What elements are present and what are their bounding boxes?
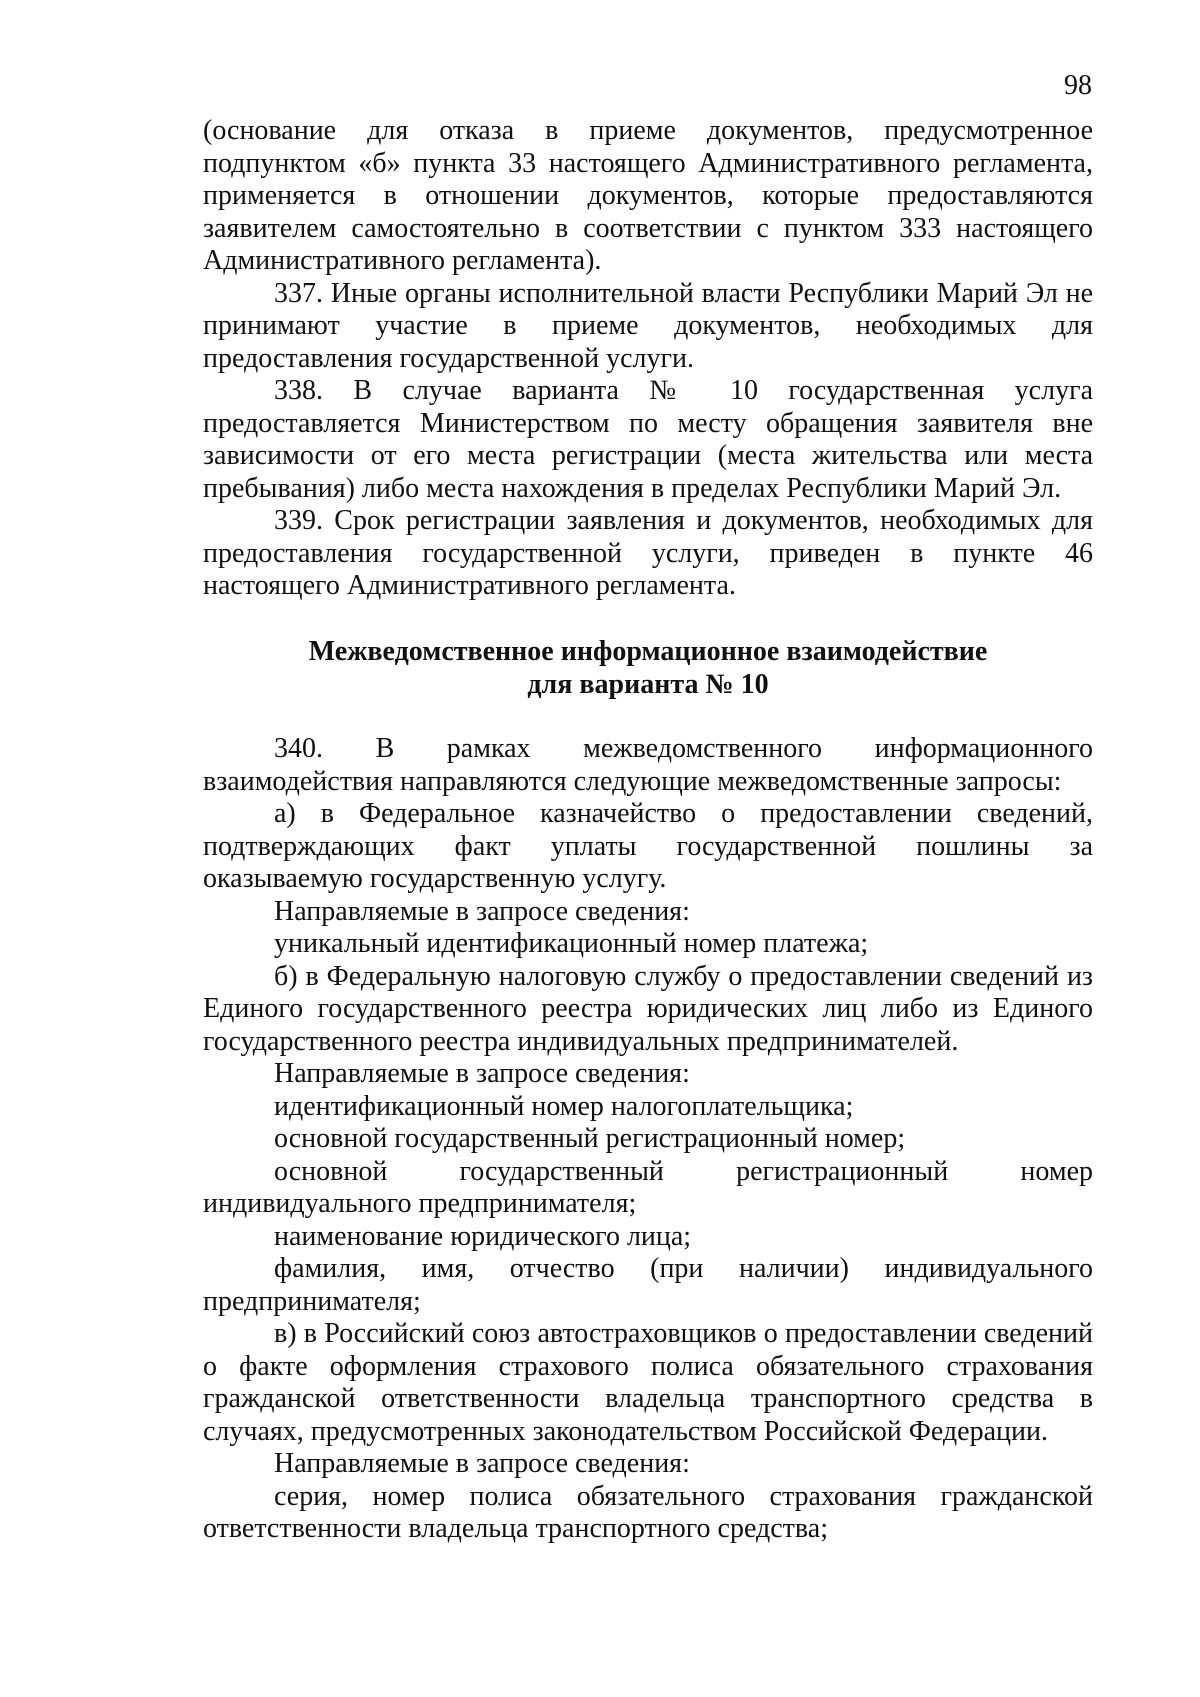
page-number: 98 (1064, 70, 1092, 101)
requested-info-item: идентификационный номер налогоплательщика; (274, 1090, 854, 1122)
requested-info-label: Направляемые в запросе сведения: (274, 895, 690, 927)
requested-info-item: фамилия, имя, отчество (при наличии) индивидуального предпринимателя; (203, 1253, 1093, 1317)
requested-info-item: серия, номер полиса обязательного страхования гражданской ответственности владельца транспортного средства; (203, 1480, 1093, 1544)
list-item-c: в) в Российский союз автостраховщиков о предоставлении сведений о факте оформления страхового полиса обязательного страхования гражданской ответственности владельца транспортного средства в случаях, предусмотренных законодательством Российской Федерации. (203, 1318, 1093, 1447)
paragraph-339: 339. Срок регистрации заявления и документов, необходимых для предоставления государственной услуги, приведен в пункте 46 настоящего Административного регламента. (203, 505, 1093, 601)
list-item-a: а) в Федеральное казначейство о предоставлении сведений, подтверждающих факт уплаты государственной пошлины за оказываемую государственную услугу. (203, 798, 1093, 894)
paragraph-continuation: (основание для отказа в приеме документов, предусмотренное подпунктом «б» пункта 33 настоящего Административного регламента, применяется в отношении документов, которые предоставляются заявителем самостоятельно в соответствии с пунктом 333 настоящего Административного регламента). (203, 115, 1093, 276)
requested-info-item: наименование юридического лица; (274, 1220, 692, 1252)
section-heading-line-1: Межведомственное информационное взаимодействие (308, 636, 988, 667)
body-text-top (203, 115, 1093, 603)
requested-info-item: основной государственный регистрационный номер индивидуального предпринимателя; (203, 1155, 1093, 1219)
paragraph-338: 338. В случае варианта № 10 государственная услуга предоставляется Министерством по месту обращения заявителя вне зависимости от его места регистрации (места жительства или места пребывания) либо места нахождения в пределах Республики Марий Эл. (203, 375, 1093, 504)
section-heading-line-2: для варианта № 10 (527, 668, 769, 700)
body-text-bottom (203, 733, 1093, 1546)
requested-info-item: основной государственный регистрационный номер; (274, 1123, 906, 1154)
paragraph-337: 337. Иные органы исполнительной власти Республики Марий Эл не принимают участие в приеме документов, необходимых для предоставления государственной услуги. (203, 277, 1093, 374)
requested-info-item: уникальный идентификационный номер платежа; (274, 928, 869, 959)
requested-info-label: Направляемые в запросе сведения: (274, 1058, 690, 1089)
section-heading (203, 636, 1093, 701)
requested-info-label: Направляемые в запросе сведения: (274, 1448, 690, 1479)
paragraph-340: 340. В рамках межведомственного информационного взаимодействия направляются следующие межведомственные запросы: (203, 733, 1093, 797)
list-item-b: б) в Федеральную налоговую службу о предоставлении сведений из Единого государственного реестра юридических лиц либо из Единого государственного реестра индивидуальных предпринимателей. (203, 960, 1093, 1057)
